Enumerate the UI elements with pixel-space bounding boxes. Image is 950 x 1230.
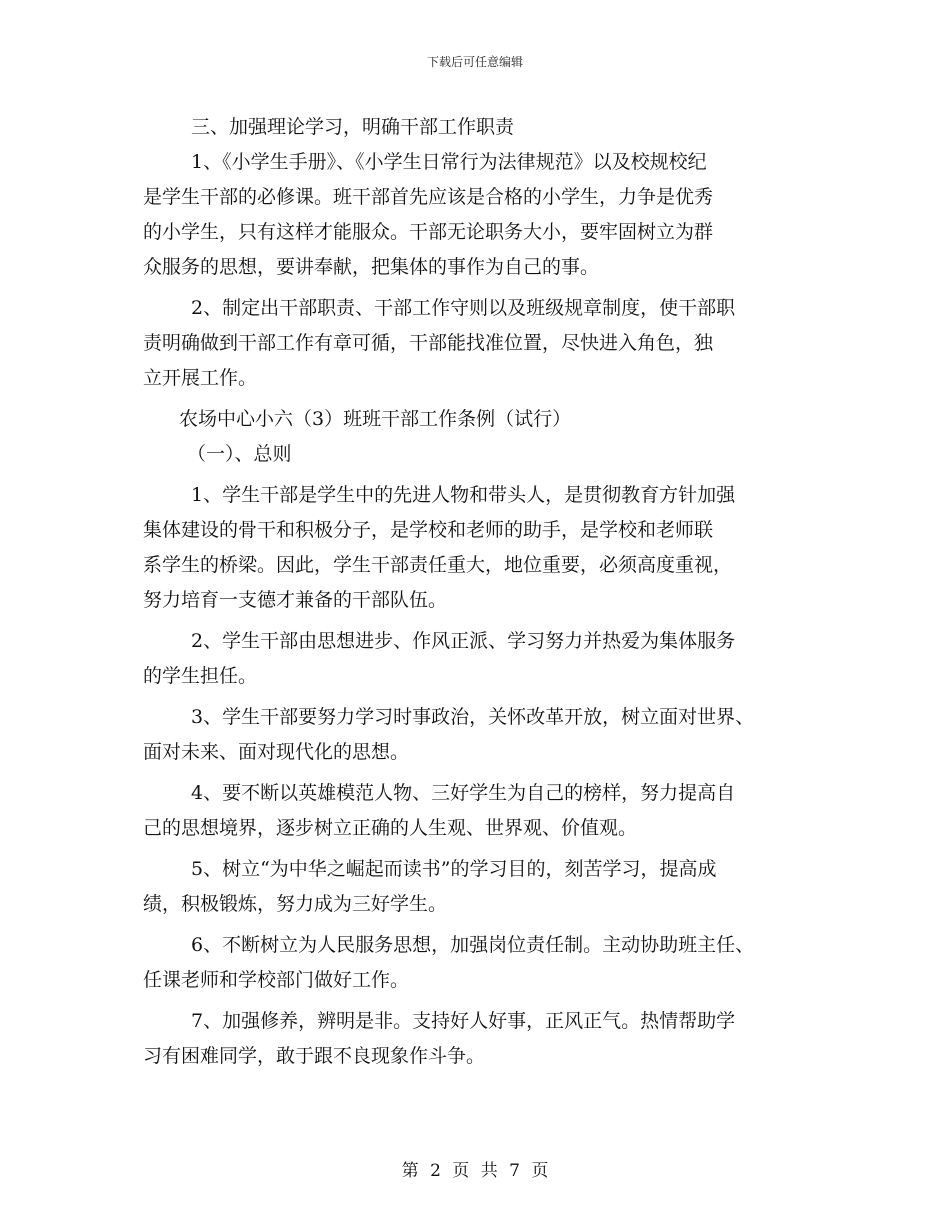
paragraph-line: 绩，积极锻炼，努力成为三好学生。 (143, 893, 448, 915)
paragraph-line: 3、学生干部要努力学习时事政治，关怀改革开放，树立面对世界、 (191, 706, 755, 728)
paragraph-line: 任课老师和学校部门做好工作。 (143, 969, 410, 991)
paragraph-line: 7、加强修养，辨明是非。支持好人好事，正风正气。热情帮助学 (191, 1010, 736, 1032)
paragraph-line: 立开展工作。 (143, 367, 258, 389)
section-heading: （一）、总则 (187, 443, 292, 465)
paragraph-line: 习有困难同学，敢于跟不良现象作斗争。 (143, 1045, 486, 1067)
paragraph-line: 的小学生，只有这样才能服众。干部无论职务大小，要牢固树立为群 (143, 221, 714, 243)
page-header: 下载后可任意编辑 (426, 55, 523, 69)
paragraph-line: 6、不断树立为人民服务思想，加强岗位责任制。主动协助班主任、 (191, 934, 755, 956)
paragraph-line: 1、《小学生手册》、《小学生日常行为法律规范》以及校规校纪 (191, 151, 707, 173)
page-number: 第 2 页 共 7 页 (401, 1161, 549, 1181)
paragraph-line: 系学生的桥梁。因此，学生干部责任重大，地位重要，必须高度重视， (143, 554, 733, 576)
paragraph-line: 5、树立“为中华之崛起而读书”的学习目的，刻苦学习，提高成 (191, 858, 717, 880)
paragraph-line: 的学生担任。 (143, 665, 258, 687)
paragraph-line: 责明确做到干部工作有章可循，干部能找准位置，尽快进入角色，独 (143, 332, 714, 354)
paragraph-line: 2、制定出干部职责、干部工作守则以及班级规章制度，使干部职 (191, 297, 736, 319)
paragraph-line: 4、要不断以英雄模范人物、三好学生为自己的榜样，努力提高自 (191, 782, 736, 804)
paragraph-line: 努力培育一支德才兼备的干部队伍。 (143, 589, 448, 611)
section-heading: 三、加强理论学习，明确干部工作职责 (191, 116, 515, 138)
paragraph-line: 集体建设的骨干和积极分子，是学校和老师的助手，是学校和老师联 (143, 519, 714, 541)
paragraph-line: 1、学生干部是学生中的先进人物和带头人，是贯彻教育方针加强 (191, 484, 736, 506)
document-body (143, 110, 815, 1074)
paragraph-line: 面对未来、面对现代化的思想。 (143, 741, 410, 763)
paragraph-line: 是学生干部的必修课。班干部首先应该是合格的小学生，力争是优秀 (143, 186, 714, 208)
document-title: 农场中心小六（3）班班干部工作条例（试行） (179, 408, 572, 430)
paragraph-line: 己的思想境界，逐步树立正确的人生观、世界观、价值观。 (143, 817, 638, 839)
paragraph-line: 众服务的思想，要讲奉献，把集体的事作为自己的事。 (143, 256, 600, 278)
paragraph-line: 2、学生干部由思想进步、作风正派、学习努力并热爱为集体服务 (191, 630, 736, 652)
